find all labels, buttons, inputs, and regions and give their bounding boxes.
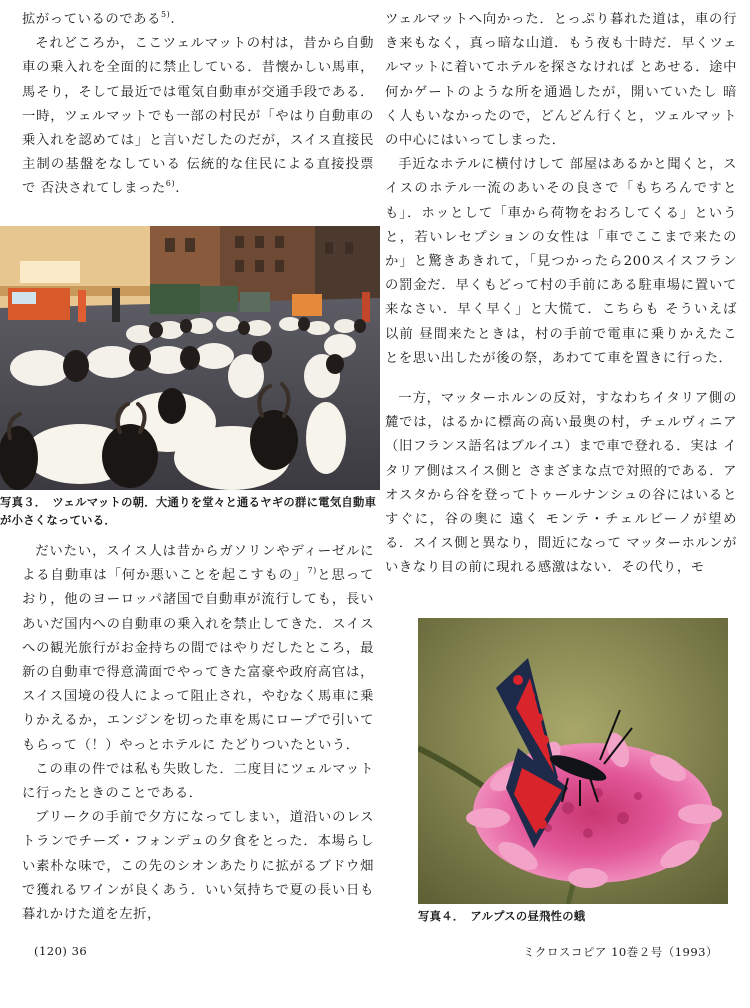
paragraph-night-drive: ツェルマットへ向かった．とっぷり暮れた道は，車の行き来もなく，真っ暗な山道．もう夜も十時だ．早くツェルマットに着いてホテルを探さなければ とあせる．途中 何かゲートのような所を通過したが，開いていたし 暗く人もいなかったので，どんどん行くと，ツェルマットの中心にはいってしまった．: [385, 12, 737, 149]
reference-mark: 7): [307, 566, 317, 576]
reference-mark: 5): [160, 10, 171, 19]
photo-3-label: 写真３．: [0, 496, 47, 509]
intro-period: .: [170, 12, 176, 27]
paragraph-text: それどころか，ここツェルマットの村は，昔から自動車の乗入れを全面的に禁止している．昔懐かしい馬車，馬そり，そして最近では電気自動車が交通手段である．一時，ツェルマットでも一部の村民が「やはり自動車の乗入れを認めては」と言いだしたのだが，スイス直接民主制の基盤をなしている 伝統的な住民による直接投票で 否決されてしまった: [22, 36, 374, 197]
paragraph-gap: [385, 371, 737, 387]
right-column: [385, 8, 737, 581]
paragraph-brig-dinner: ブリークの手前で夕方になってしまい，道沿いのレストランでチーズ・フォンデュの夕食をとった．本場らしい素朴な味で，この先のシオンあたりに拡がるブドウ畑で獲れるワインが良くあう．いい気持ちで夏の長い日も暮れかけた道を左折，: [22, 810, 374, 923]
photo-3-figure: [0, 226, 380, 530]
paragraph-period: .: [175, 181, 181, 197]
reference-mark: 6): [165, 179, 176, 189]
photo-4-caption-text: アルプスの昼飛性の蛾: [470, 910, 586, 923]
left-column: [22, 8, 374, 202]
photo-3-caption-text: ツェルマットの朝．大通りを堂々と通るヤギの群に電気自動車が小さくなっている．: [0, 496, 377, 527]
paragraph-text: と思っており，他のヨーロッパ諸国で自動車が流行しても，長いあいだ国内への自動車の乗入れを禁止してきた．スイスへの観光旅行がお金持ちの間ではやりだしたところ，最新の自動車で得意満面でやってきた富豪や政府高官は，スイス国境の役人によって阻止され，やむなく馬車に乗りかえるか，エンジンを切った車を馬にロープで引いてもらって（！）やっとホテルに たどりついたという．: [22, 568, 375, 753]
photo-4-caption: [418, 908, 728, 926]
journal-citation: ミクロスコピア 10巻２号（1993）: [522, 945, 718, 959]
photo-3-caption: [0, 494, 380, 530]
goat-street-image: [0, 226, 380, 490]
moth-flower-image: [418, 618, 728, 904]
photo-4-figure: [418, 618, 728, 926]
goat-photo: [0, 226, 380, 490]
intro-text: 拡がっているのである: [22, 12, 161, 27]
paragraph-my-mistake: この車の件では私も失敗した．二度目にツェルマットに行ったときのことである．: [22, 761, 374, 802]
paragraph-italian-side: 一方，マッターホルンの反対，すなわちイタリア側の麓では，はるかに標高の高い最奥の村，チェルヴィニア（旧フランス語名はブルイユ）まで車で登れる．実は イタリア側はスイス側と さまざまな点で対照的である．アオスタから谷を登ってトゥールナンシュの谷にはいると すぐに，谷の奥に 遠く モンテ・チェルビーノが望める．スイス側と異なり，間近になって マッターホルンが いきなり目の前に現れる感激はない．その代り，モ: [385, 391, 737, 576]
page-number: (120) 36: [34, 944, 88, 958]
left-intro-line: [22, 8, 374, 32]
photo-4-label: 写真４．: [418, 910, 465, 923]
paragraph-swiss-cars: [22, 540, 374, 758]
left-column-lower: [22, 540, 374, 927]
moth-photo: [418, 618, 728, 904]
paragraph-text: だいたい，スイス人は昔からガソリンやディーゼルによる自動車は「何か悪いことを起こすもの」: [22, 544, 374, 584]
paragraph-zermatt-ban: [22, 32, 374, 201]
paragraph-hotel: 手近なホテルに横付けして 部屋はあるかと聞くと，スイスのホテル一流のあいその良さで「もちろんですとも」．ホッとして「車から荷物をおろしてくる」というと，若いレセプションの女性は「車でここまで来たのか」と驚きあきれて，「見つかったら200スイスフランの罰金だ．早くもどって村の手前にある駐車場に置いて来なさい．早く早く」と大慌て．こちらも そういえば 以前 昼間来たときは，村の手前で電車に乗りかえたことを思い出したが後の祭，あわてて車を置きに行った．: [385, 157, 737, 366]
